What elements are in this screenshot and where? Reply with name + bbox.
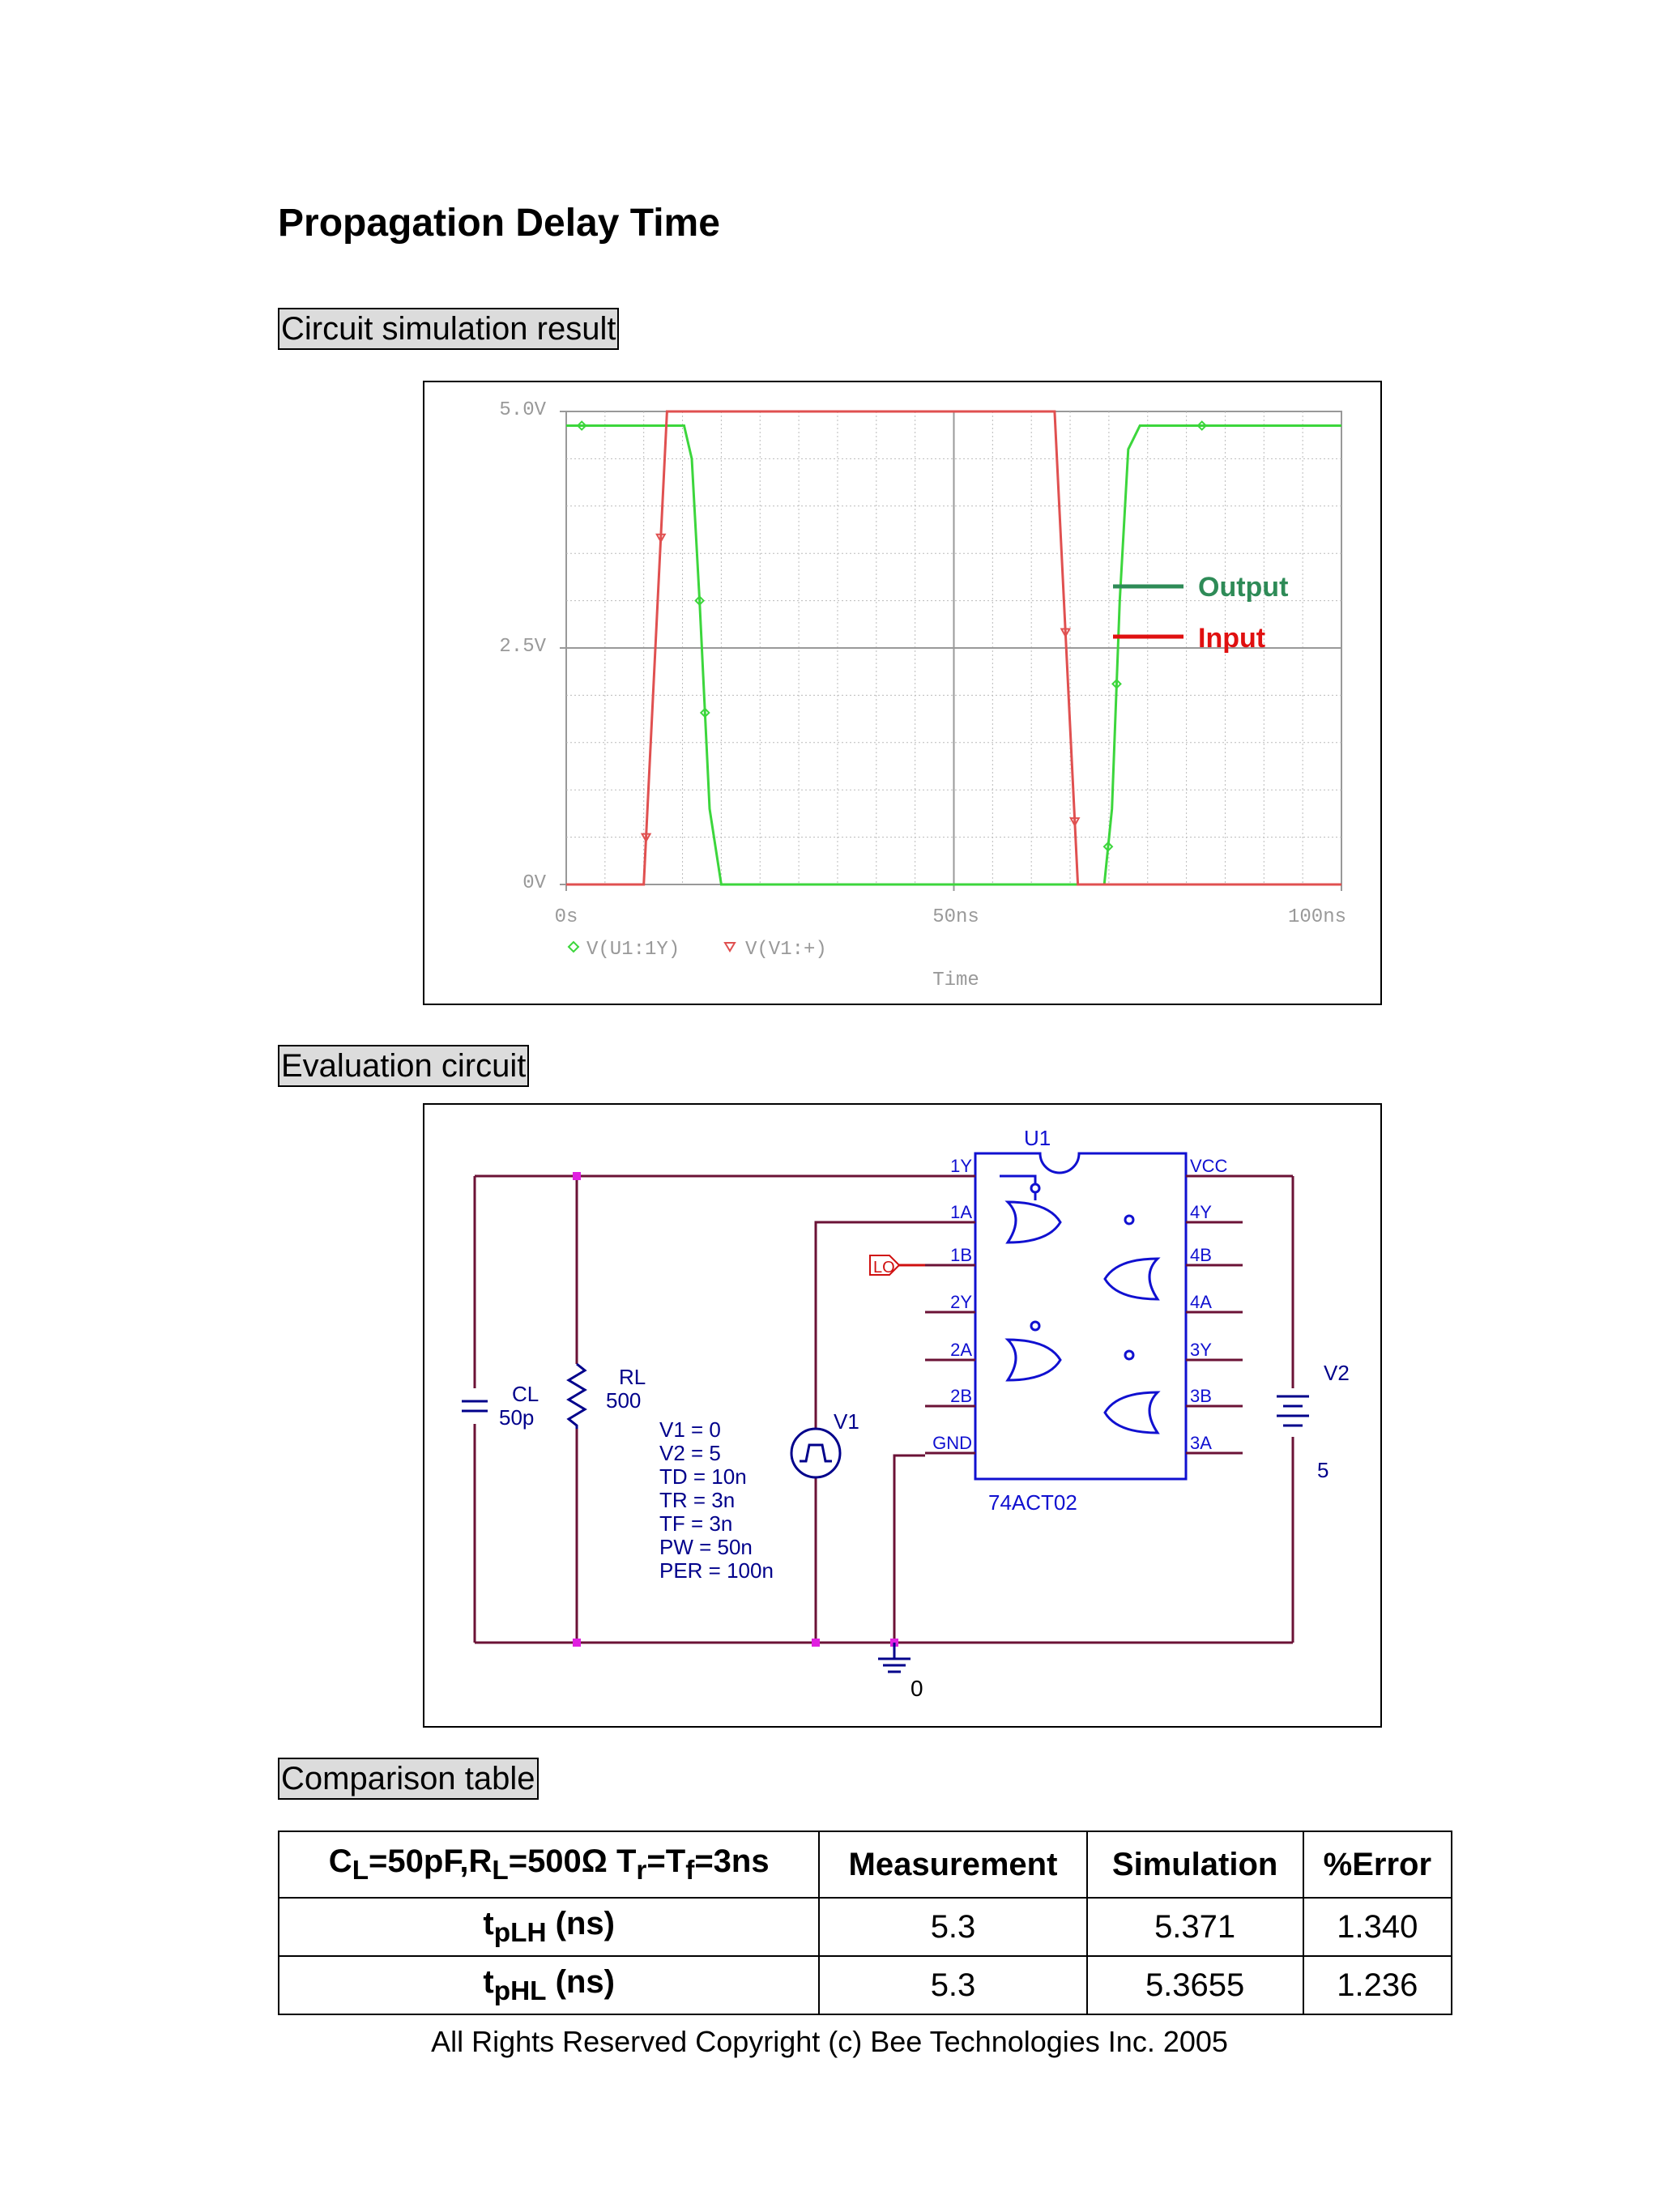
source-param: V2 = 5 [659, 1441, 721, 1465]
legend-output-label: Output [1198, 572, 1289, 603]
ground-symbol [878, 1643, 911, 1672]
pin-label-left: 2A [950, 1340, 972, 1360]
table-header-measurement: Measurement [819, 1831, 1086, 1898]
pin-label-right: 4B [1190, 1245, 1212, 1265]
page-title: Propagation Delay Time [278, 202, 720, 245]
res-val: 500 [606, 1388, 642, 1413]
chip-ref: U1 [1024, 1126, 1051, 1150]
copyright-footer: All Rights Reserved Copyright (c) Bee Technologies Inc. 2005 [431, 2025, 1228, 2058]
cap-ref: CL [512, 1382, 539, 1406]
legend-output-marker [569, 942, 578, 952]
y-tick-0v: 0V [522, 872, 546, 894]
pulse-source-v1 [791, 1429, 840, 1477]
dc-val: 5 [1317, 1458, 1329, 1482]
legend-input-key: V(V1:+) [745, 939, 827, 961]
y-tick-2-5v: 2.5V [499, 636, 546, 658]
table-header-simulation: Simulation [1087, 1831, 1303, 1898]
pin-label-right: VCC [1190, 1156, 1228, 1176]
pin-label-right: 3Y [1190, 1340, 1212, 1360]
pin-label-left: GND [932, 1433, 972, 1453]
capacitor-cl [462, 1388, 488, 1424]
pin-label-right: 4Y [1190, 1202, 1212, 1222]
source-param: TF = 3n [659, 1511, 733, 1536]
table-header-row [279, 1831, 1452, 1898]
pin-label-right: 3A [1190, 1433, 1212, 1453]
src-ref: V1 [834, 1409, 859, 1434]
x-axis-label: Time [932, 970, 979, 991]
source-param: PW = 50n [659, 1535, 753, 1559]
ground-label: 0 [911, 1676, 923, 1701]
lo-label: LO [873, 1259, 895, 1276]
source-param: TR = 3n [659, 1488, 736, 1512]
cap-val: 50p [499, 1405, 535, 1430]
evaluation-circuit-frame [423, 1103, 1382, 1728]
circuit-schematic [424, 1105, 1380, 1726]
row-label-tplh: $t_{pLH}$ (ns) [279, 1898, 819, 1956]
pin-label-left: 1B [950, 1245, 972, 1265]
simulation-chart-frame [423, 381, 1382, 1005]
legend-input-marker [725, 943, 735, 951]
res-ref: RL [619, 1365, 646, 1389]
table-condition-header: $C_L=50pF,R_L=500\Omega$ $T_r=T_f=3ns$ [279, 1831, 819, 1898]
source-param: V1 = 0 [659, 1417, 721, 1442]
section-label-sim: Circuit simulation result [278, 308, 619, 350]
source-param: PER = 100n [659, 1558, 774, 1583]
x-tick-100ns: 100ns [1287, 906, 1347, 928]
cell-measurement: 5.3 [819, 1898, 1086, 1956]
dc-ref: V2 [1324, 1361, 1350, 1385]
cell-error: 1.340 [1303, 1898, 1452, 1956]
cell-measurement: 5.3 [819, 1956, 1086, 2014]
section-label-table: Comparison table [278, 1758, 539, 1800]
pin-label-left: 1Y [950, 1156, 972, 1176]
source-param: TD = 10n [659, 1464, 747, 1489]
simulation-chart [424, 382, 1380, 1004]
table-row [279, 1956, 1452, 2014]
x-tick-50ns: 50ns [932, 906, 979, 928]
source-params [659, 1417, 774, 1583]
chip-part: 74ACT02 [988, 1490, 1077, 1515]
pin-label-right: 3B [1190, 1386, 1212, 1406]
pin-label-right: 4A [1190, 1292, 1212, 1312]
cell-error: 1.236 [1303, 1956, 1452, 2014]
table-row [279, 1898, 1452, 1956]
legend-input-label: Input [1198, 623, 1266, 654]
resistor-rl [565, 1364, 588, 1429]
row-label-tphl: $t_{pHL}$ (ns) [279, 1956, 819, 2014]
pin-label-left: 2Y [950, 1292, 972, 1312]
cell-simulation: 5.371 [1087, 1898, 1303, 1956]
dc-source-v2 [1275, 1388, 1311, 1437]
pin-label-left: 1A [950, 1202, 972, 1222]
x-tick-0s: 0s [554, 906, 578, 928]
table-header-error: %Error [1303, 1831, 1452, 1898]
pin-label-left: 2B [950, 1386, 972, 1406]
section-label-eval: Evaluation circuit [278, 1045, 529, 1087]
cell-simulation: 5.3655 [1087, 1956, 1303, 2014]
y-tick-5v: 5.0V [499, 399, 546, 421]
legend-output-key: V(U1:1Y) [586, 939, 680, 961]
comparison-table [278, 1831, 1452, 2015]
